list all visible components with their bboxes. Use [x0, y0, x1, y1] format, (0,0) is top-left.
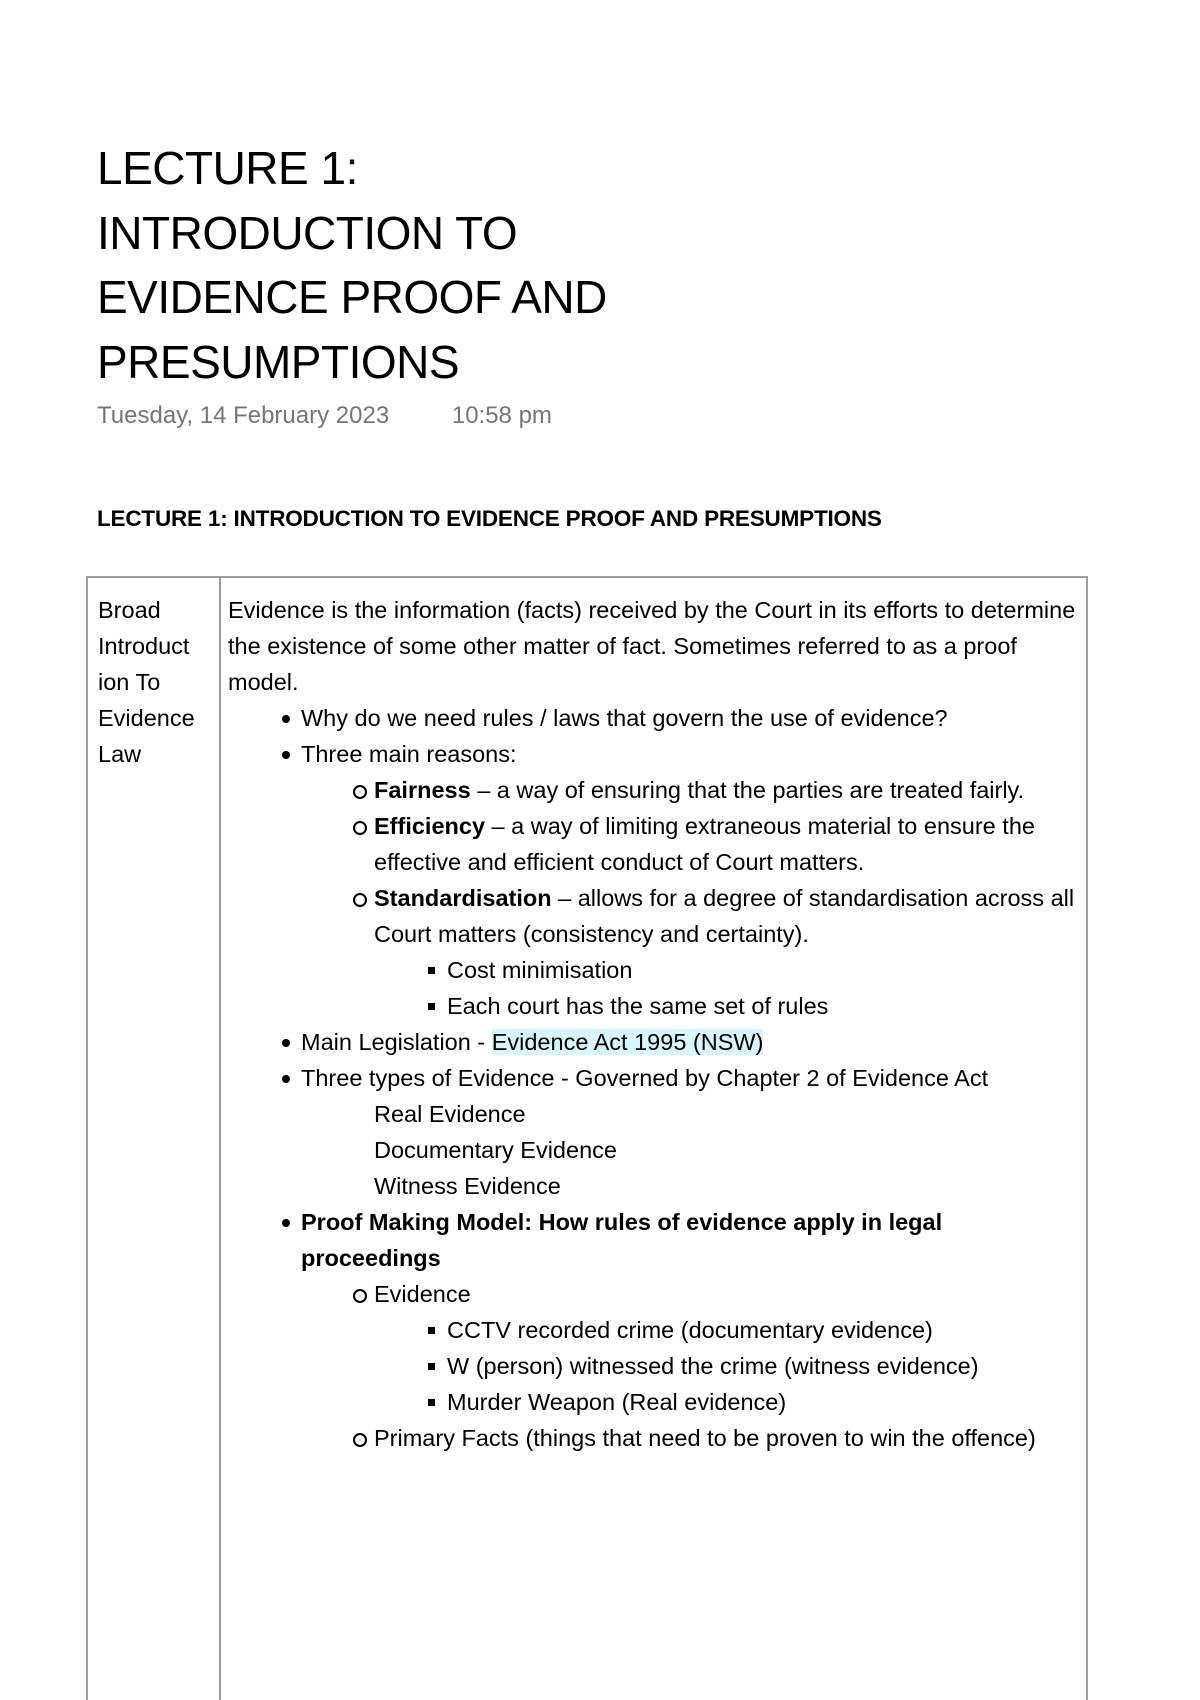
intro-paragraph: Evidence is the information (facts) received by the Court in its efforts to determine the existence of some other matter of fact. Sometimes referred to as a proof model.	[228, 597, 1076, 695]
list-item-text: CCTV recorded crime (documentary evidence)	[447, 1317, 933, 1343]
list-item-text: Three types of Evidence - Governed by Chapter 2 of Evidence Act	[301, 1065, 989, 1091]
topic-line: ion To	[98, 669, 161, 695]
list-item	[228, 808, 1080, 880]
title-line: EVIDENCE PROOF AND	[97, 271, 607, 323]
list-item	[228, 988, 1080, 1024]
list-item	[228, 700, 1080, 736]
list-item	[228, 1348, 1080, 1384]
evidence-type: Real Evidence	[374, 1101, 526, 1127]
list-item-text: Primary Facts (things that need to be proven to win the offence)	[374, 1425, 1036, 1451]
list-item	[228, 1276, 1080, 1312]
list-item-text: – a way of ensuring that the parties are treated fairly.	[470, 777, 1025, 803]
list-item-text: Three main reasons:	[301, 741, 517, 767]
list-item	[228, 1312, 1080, 1348]
term-standardisation: Standardisation	[374, 885, 552, 911]
list-item-text: Evidence	[374, 1281, 471, 1307]
list-item-text: Proof Making Model: How rules of evidence apply in legal proceedings	[301, 1209, 943, 1271]
list-item	[228, 952, 1080, 988]
page-title	[97, 136, 717, 394]
page-time: 10:58 pm	[451, 402, 552, 429]
topic-cell	[98, 592, 216, 772]
notes-list	[228, 700, 1080, 1096]
notes-list	[228, 1204, 1080, 1456]
list-item	[228, 772, 1080, 808]
highlighted-legislation: Evidence Act 1995 (NSW)	[491, 1029, 764, 1055]
evidence-type: Witness Evidence	[374, 1173, 561, 1199]
list-item-text: Cost minimisation	[447, 957, 633, 983]
page-metadata	[97, 402, 552, 430]
term-fairness: Fairness	[374, 777, 471, 803]
list-item-text: W (person) witnessed the crime (witness evidence)	[447, 1353, 979, 1379]
topic-line: Law	[98, 741, 142, 767]
list-item	[228, 1024, 1080, 1060]
column-divider	[219, 578, 221, 1700]
list-item-text: – allows for a degree of standardisation across all Court matters (consistency and certainty).	[374, 885, 1075, 947]
list-item-text: Why do we need rules / laws that govern the use of evidence?	[301, 705, 948, 731]
list-item-text: Each court has the same set of rules	[447, 993, 829, 1019]
title-line: INTRODUCTION TO	[97, 206, 518, 259]
topic-line: Introduct	[98, 633, 190, 659]
page-date: Tuesday, 14 February 2023	[97, 402, 390, 429]
title-line: PRESUMPTIONS	[97, 335, 460, 388]
list-item	[228, 1060, 1080, 1096]
topic-line: Evidence	[98, 705, 195, 731]
list-item	[228, 1384, 1080, 1420]
term-efficiency: Efficiency	[374, 813, 486, 839]
list-item-text: Murder Weapon (Real evidence)	[447, 1389, 787, 1415]
notes-cell	[228, 592, 1080, 1456]
list-item	[228, 1420, 1080, 1456]
notes-table	[86, 576, 1088, 1700]
list-item-text: Main Legislation -	[301, 1029, 492, 1055]
list-item	[228, 880, 1080, 952]
title-line: LECTURE 1:	[97, 142, 358, 194]
section-heading: LECTURE 1: INTRODUCTION TO EVIDENCE PROOF AND PRESUMPTIONS	[97, 506, 882, 531]
list-item	[228, 736, 1080, 772]
list-item	[228, 1204, 1080, 1276]
evidence-type: Documentary Evidence	[374, 1137, 617, 1163]
list-item-text: – a way of limiting extraneous material to ensure the effective and efficient conduct of Court matters.	[374, 813, 1035, 875]
topic-line: Broad	[98, 597, 161, 623]
